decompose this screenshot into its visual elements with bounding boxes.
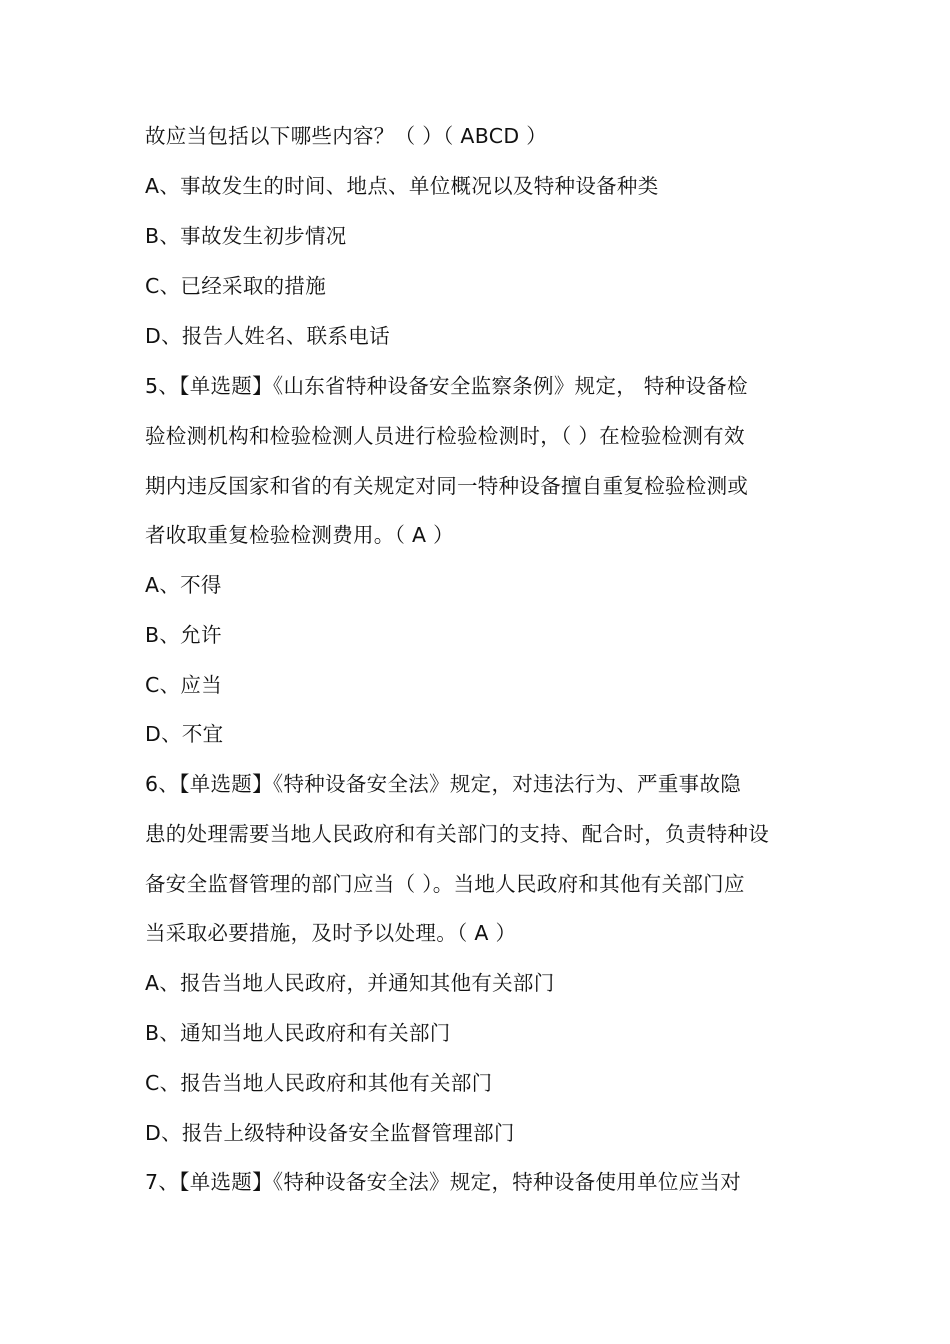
question-4-option-b: B、事故发生初步情况 bbox=[145, 224, 347, 248]
question-5-stem-line-3: 期内违反国家和省的有关规定对同一特种设备擅自重复检验检测或 bbox=[145, 474, 749, 498]
question-6-stem-line-2: 患的处理需要当地人民政府和有关部门的支持、配合时，负责特种设 bbox=[145, 822, 769, 846]
question-7-stem-line-1: 7、【单选题】《特种设备安全法》规定，特种设备使用单位应当对 bbox=[145, 1170, 742, 1194]
question-4-option-a: A、事故发生的时间、地点、单位概况以及特种设备种类 bbox=[145, 174, 659, 198]
question-5-option-b: B、允许 bbox=[145, 623, 222, 647]
question-5-stem-line-2: 验检测机构和检验检测人员进行检验检测时，（ ）在检验检测有效 bbox=[145, 424, 745, 448]
question-6-option-a: A、报告当地人民政府，并通知其他有关部门 bbox=[145, 971, 555, 995]
question-5-option-c: C、应当 bbox=[145, 673, 223, 697]
question-6-stem-line-3: 备安全监督管理的部门应当（ ）。当地人民政府和其他有关部门应 bbox=[145, 872, 745, 896]
question-4-stem-end: 故应当包括以下哪些内容？（ ）（ ABCD ） bbox=[145, 124, 548, 148]
question-5-option-d: D、不宜 bbox=[145, 722, 224, 746]
question-4-option-d: D、报告人姓名、联系电话 bbox=[145, 324, 390, 348]
question-6-option-c: C、报告当地人民政府和其他有关部门 bbox=[145, 1071, 493, 1095]
question-6-option-b: B、通知当地人民政府和有关部门 bbox=[145, 1021, 451, 1045]
question-4-option-c: C、已经采取的措施 bbox=[145, 274, 327, 298]
question-5-stem-line-1: 5、【单选题】《山东省特种设备安全监察条例》规定， 特种设备检 bbox=[145, 374, 748, 398]
question-6-stem-line-1: 6、【单选题】《特种设备安全法》规定，对违法行为、严重事故隐 bbox=[145, 772, 742, 796]
question-6-stem-line-4: 当采取必要措施，及时予以处理。（ A ） bbox=[145, 921, 517, 945]
question-6-option-d: D、报告上级特种设备安全监督管理部门 bbox=[145, 1121, 515, 1145]
question-5-option-a: A、不得 bbox=[145, 573, 222, 597]
question-5-stem-line-4: 者收取重复检验检测费用。（ A ） bbox=[145, 523, 454, 547]
